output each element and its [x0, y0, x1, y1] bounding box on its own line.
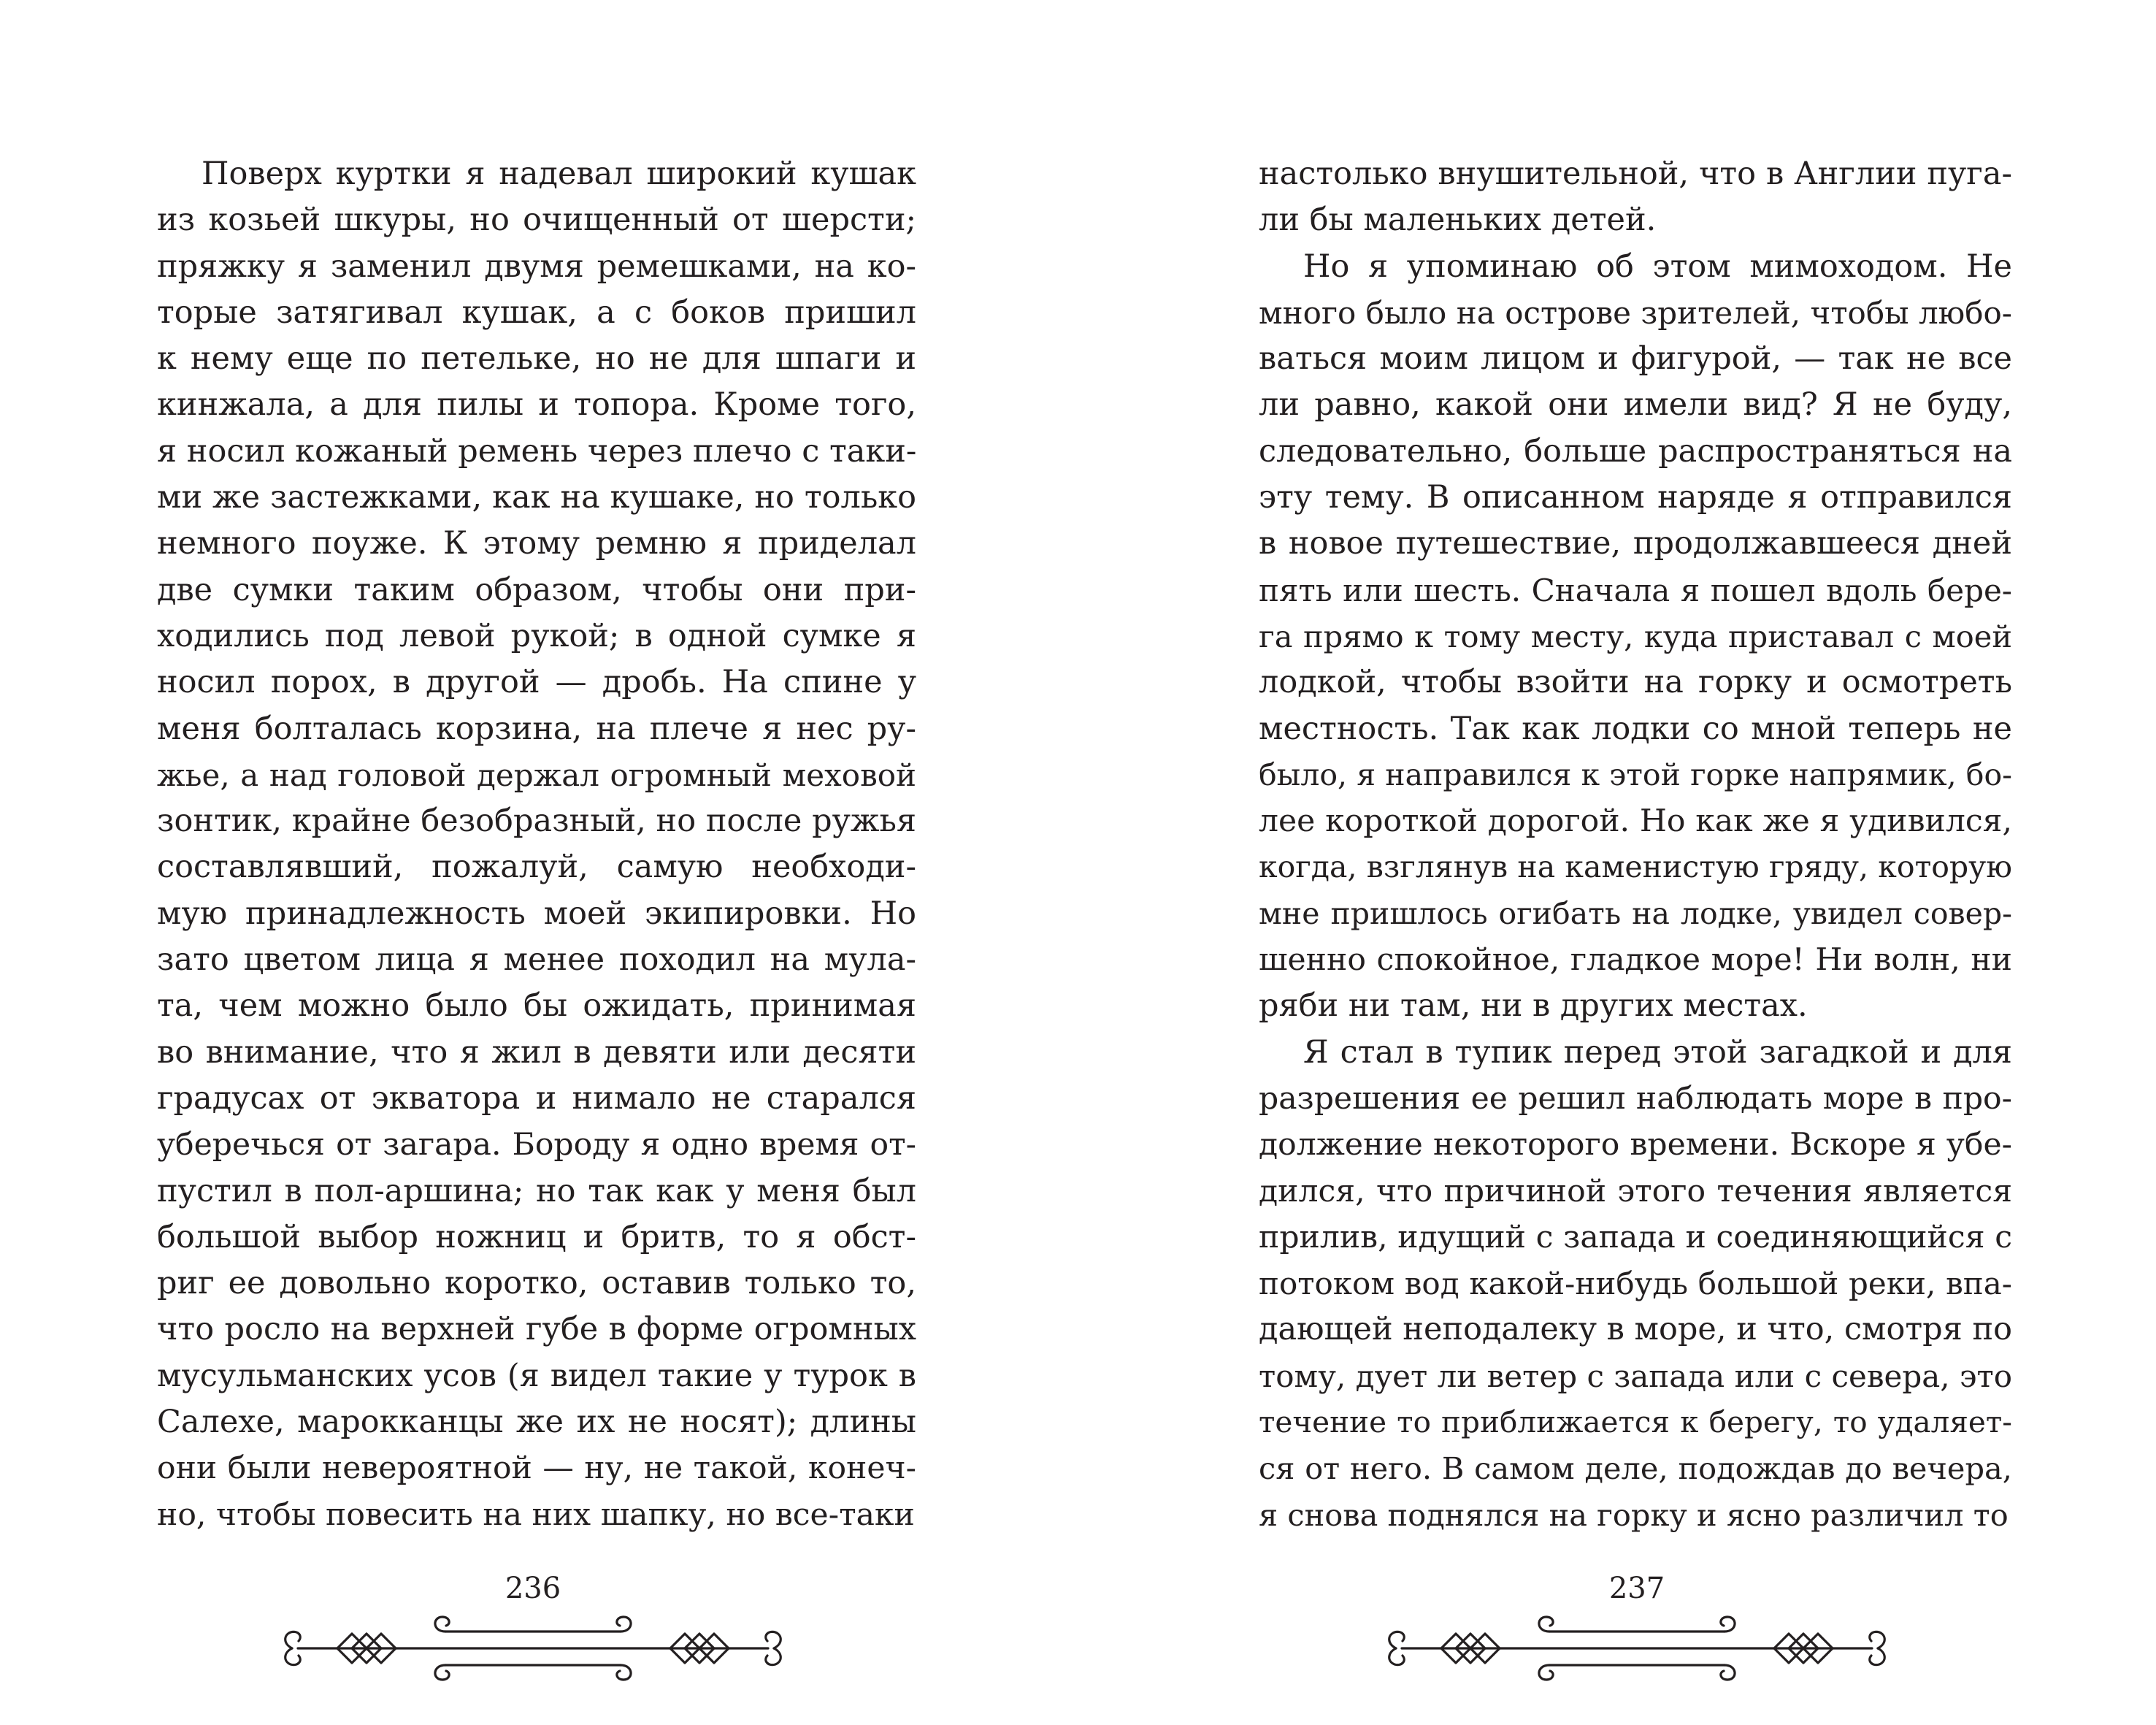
text-line: кинжала, а для пилы и топора. Кроме того,: [157, 386, 916, 424]
text-line: эту тему. В описанном наряде я отправился: [1259, 479, 2012, 516]
text-line: дающей неподалеку в море, и что, смотря по: [1259, 1311, 2013, 1348]
text-line: течение то приближается к берегу, то удаляет-: [1259, 1404, 2012, 1440]
text-line: ли бы маленьких детей.: [1259, 202, 1657, 239]
text-line: разрешения ее решил наблюдать море в про-: [1259, 1080, 2012, 1117]
text-line: что росло на верхней губе в форме огромных: [157, 1311, 916, 1348]
text-line: должение некоторого времени. Вскоре я убе-: [1259, 1127, 2012, 1163]
text-line: лодкой, чтобы взойти на горку и осмотреть: [1259, 664, 2012, 701]
text-line: зато цветом лица я менее походил на мула-: [157, 941, 916, 979]
text-line: было, я направился к этой горке напрямик, бо-: [1259, 757, 2012, 792]
text-line: Но я упоминаю об этом мимоходом. Не: [1303, 248, 2012, 285]
text-line: ходились под левой рукой; в одной сумке я: [157, 617, 916, 654]
page-number-left: 236: [505, 1572, 561, 1605]
left-page-text: [157, 151, 916, 1538]
text-line: уберечься от загара. Бороду я одно время от-: [157, 1127, 916, 1163]
text-line: следовательно, больше распространяться на: [1259, 432, 2012, 470]
text-line: во внимание, что я жил в девяти или десяти: [157, 1033, 916, 1071]
right-page: [1078, 0, 2155, 1725]
ornament-left-icon: [270, 1607, 796, 1687]
text-line: я носил кожаный ремень через плечо с таки-: [157, 432, 917, 470]
text-line: пять или шесть. Сначала я пошел вдоль бере-: [1259, 572, 2012, 608]
text-line: я снова поднялся на горку и ясно различил то: [1259, 1496, 2009, 1533]
text-line: немного поуже. К этому ремню я приделал: [157, 525, 916, 562]
text-line: риг ее довольно коротко, оставив только то,: [157, 1265, 916, 1302]
text-line: тому, дует ли ветер с запада или с севера, это: [1259, 1358, 2013, 1394]
text-line: градусах от экватора и нимало не старался: [157, 1079, 916, 1117]
text-line: дился, что причиной этого течения является: [1259, 1173, 2012, 1209]
text-line: та, чем можно было бы ожидать, принимая: [157, 987, 916, 1025]
text-line: ли равно, какой они имели вид? Я не буду,: [1259, 386, 2012, 424]
text-line: в новое путешествие, продолжавшееся дней: [1259, 525, 2012, 562]
text-line: шенно спокойное, гладкое море! Ни волн, ни: [1259, 942, 2012, 979]
page-number-right: 237: [1608, 1572, 1665, 1605]
text-line: они были невероятной — ну, не такой, конеч-: [157, 1450, 916, 1487]
text-line: носил порох, в другой — дробь. На спине у: [157, 664, 916, 701]
text-line: мне пришлось огибать на лодке, увидел совер-: [1259, 895, 2012, 931]
text-line: Поверх куртки я надевал широкий кушак: [202, 156, 916, 192]
text-line: составлявший, пожалуй, самую необходи-: [157, 849, 916, 886]
text-line: ваться моим лицом и фигурой, — так не все: [1259, 340, 2012, 378]
text-line: из козьей шкуры, но очищенный от шерсти;: [157, 202, 916, 239]
text-line: га прямо к тому месту, куда приставал с моей: [1259, 618, 2012, 654]
text-line: Я стал в тупик перед этой загадкой и для: [1303, 1033, 2012, 1071]
text-line: две сумки таким образом, чтобы они при-: [157, 571, 916, 608]
text-line: прилив, идущий с запада и соединяющийся с: [1259, 1219, 2012, 1255]
text-line: много было на острове зрителей, чтобы любо-: [1259, 294, 2012, 331]
text-line: жье, а над головой держал огромный меховой: [157, 757, 916, 793]
text-line: но, чтобы повесить на них шапку, но все-таки: [157, 1496, 915, 1533]
text-line: местность. Так как лодки со мной теперь не: [1259, 710, 2012, 747]
text-line: зонтик, крайне безобразный, но после ружья: [157, 803, 916, 840]
text-line: настолько внушительной, что в Англии пуга-: [1259, 156, 2012, 192]
text-line: торые затягивал кушак, а с боков пришил: [157, 294, 916, 331]
text-line: ряби ни там, ни в других местах.: [1259, 987, 1808, 1025]
text-line: лее короткой дорогой. Но как же я удивился,: [1259, 803, 2012, 840]
text-line: мую принадлежность моей экипировки. Но: [157, 895, 916, 932]
text-line: пустил в пол-аршина; но так как у меня был: [157, 1172, 916, 1209]
text-line: ми же застежками, как на кушаке, но только: [157, 479, 916, 516]
text-line: меня болталась корзина, на плече я нес ру-: [157, 710, 916, 747]
text-line: пряжку я заменил двумя ремешками, на ко-: [157, 248, 916, 285]
text-line: мусульманских усов (я видел такие у турок в: [157, 1357, 916, 1394]
text-line: Салехе, марокканцы же их не носят); длины: [157, 1404, 916, 1441]
text-line: потоком вод какой-нибудь большой реки, впа-: [1259, 1266, 2012, 1302]
text-line: к нему еще по петельке, но не для шпаги и: [157, 340, 916, 378]
text-line: ся от него. В самом деле, подождав до вечера,: [1259, 1450, 2012, 1487]
text-line: когда, взглянув на каменистую гряду, которую: [1259, 849, 2012, 885]
right-page-text: [1259, 151, 2012, 1538]
text-line: большой выбор ножниц и бритв, то я обст-: [157, 1218, 916, 1255]
ornament-right-icon: [1374, 1607, 1900, 1687]
